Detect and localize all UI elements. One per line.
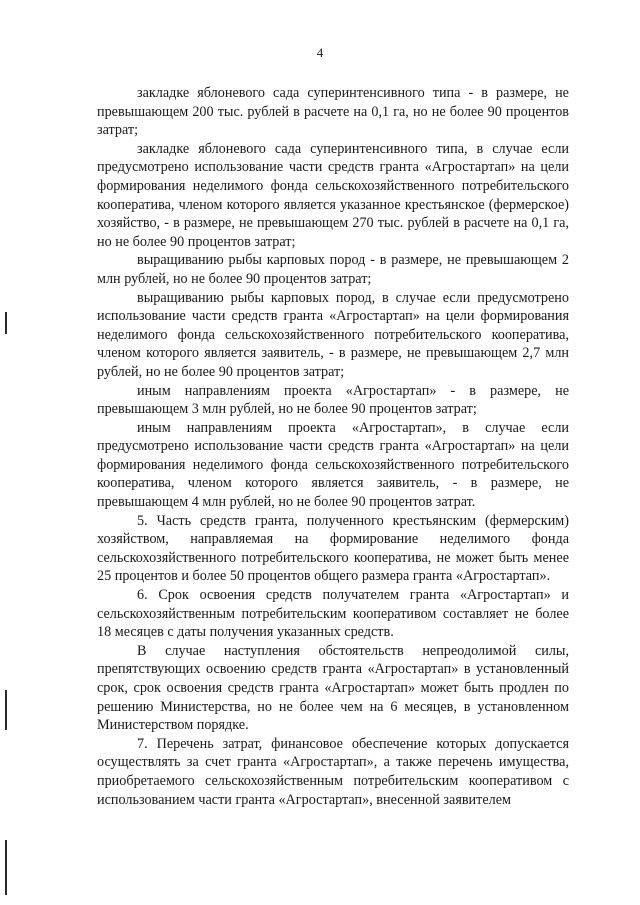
document-body bbox=[97, 84, 569, 809]
scan-edge-mark bbox=[5, 690, 7, 730]
scan-edge-mark bbox=[5, 312, 7, 334]
paragraph-other-directions-cooperative: иным направлениям проекта «Агростартап», в случае если предусмотрено использование части средств гранта «Агростартап» на цели формирования неделимого фонда сельскохозяйственного потребительского кооператива, членом которого является заявитель, - в размере, не превышающем 4 млн рублей, но не более 90 процентов затрат. bbox=[97, 419, 569, 511]
paragraph-apple-orchard: закладке яблоневого сада суперинтенсивного типа - в размере, не превышающем 200 тыс. рублей в расчете на 0,1 га, но не более 90 процентов затрат; bbox=[97, 85, 569, 139]
paragraph-carp-fish: выращиванию рыбы карповых пород - в размере, не превышающем 2 млн рублей, но не более 90 процентов затрат; bbox=[97, 252, 569, 287]
paragraph-clause-5: 5. Часть средств гранта, полученного крестьянским (фермерским) хозяйством, направляемая на формирование неделимого фонда сельскохозяйственного потребительского кооператива, не может быть менее 25 процентов и более 50 процентов общего размера гранта «Агростартап». bbox=[97, 512, 569, 585]
paragraph-force-majeure: В случае наступления обстоятельств непреодолимой силы, препятствующих освоению средств гранта «Агростартап» в установленный срок, срок освоения средств гранта «Агростартап» может быть продлен по решению Министерства, но не более чем на 6 месяцев, в установленном Министерством порядке. bbox=[97, 642, 569, 734]
scan-edge-mark bbox=[5, 840, 7, 895]
paragraph-apple-orchard-cooperative: закладке яблоневого сада суперинтенсивного типа, в случае если предусмотрено использование части средств гранта «Агростартап» на цели формирования неделимого фонда сельскохозяйственного потребительского кооператива, членом которого является указанное крестьянское (фермерское) хозяйство, - в размере, не превышающем 270 тыс. рублей в расчете на 0,1 га, но не более 90 процентов затрат; bbox=[97, 140, 569, 250]
paragraph-carp-fish-cooperative: выращиванию рыбы карповых пород, в случае если предусмотрено использование части средств гранта «Агростартап» на цели формирования неделимого фонда сельскохозяйственного потребительского кооператива, членом которого является заявитель, - в размере, не превышающем 2,7 млн рублей, но не более 90 процентов затрат; bbox=[97, 289, 569, 380]
page-number: 4 bbox=[316, 45, 324, 60]
paragraph-clause-7: 7. Перечень затрат, финансовое обеспечение которых допускается осуществлять за счет гранта «Агростартап», а также перечень имущества, приобретаемого сельскохозяйственным потребительским кооперативом с использованием части гранта «Агростартап», внесенной заявителем bbox=[97, 735, 569, 808]
paragraph-clause-6: 6. Срок освоения средств получателем гранта «Агростартап» и сельскохозяйственным потребительским кооперативом составляет не более 18 месяцев с даты получения указанных средств. bbox=[97, 587, 569, 641]
paragraph-other-directions: иным направлениям проекта «Агростартап» - в размере, не превышающем 3 млн рублей, но не более 90 процентов затрат; bbox=[97, 382, 569, 418]
